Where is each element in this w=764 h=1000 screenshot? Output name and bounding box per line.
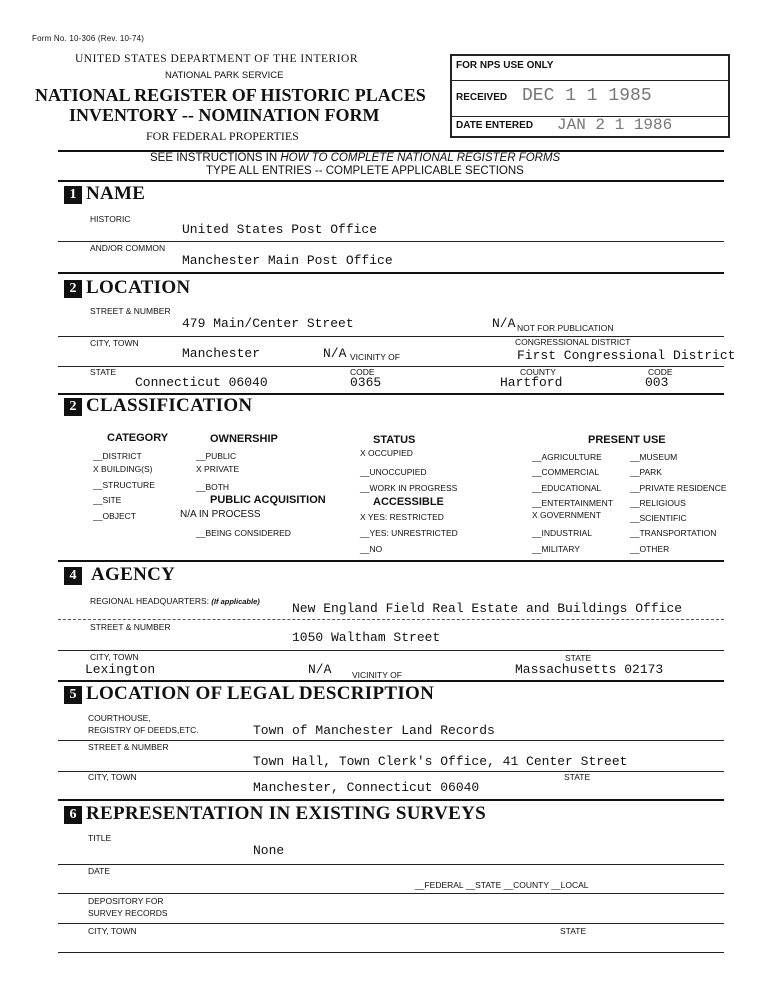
instructions-line-1: SEE INSTRUCTIONS IN HOW TO COMPLETE NATIONAL REGISTER FORMS bbox=[150, 152, 561, 164]
survey-levels: __FEDERAL __STATE __COUNTY __LOCAL bbox=[415, 880, 589, 890]
section-3-number: 2 bbox=[64, 398, 82, 416]
service-heading: NATIONAL PARK SERVICE bbox=[165, 70, 284, 81]
agency-vicinity-value: N/A bbox=[308, 662, 332, 677]
agency-state-label: STATE bbox=[565, 653, 592, 663]
status-occupied: X OCCUPIED bbox=[360, 448, 413, 458]
use-government: X GOVERNMENT bbox=[532, 510, 601, 520]
section-4-number: 4 bbox=[64, 567, 82, 585]
congressional-district-label: CONGRESSIONAL DISTRICT bbox=[515, 337, 631, 347]
form-title-2: INVENTORY -- NOMINATION FORM bbox=[69, 105, 380, 125]
use-private-residence: __PRIVATE RESIDENCE bbox=[630, 483, 727, 493]
nps-use-box bbox=[450, 54, 730, 138]
section-5-number: 5 bbox=[64, 686, 82, 704]
use-religious: __RELIGIOUS bbox=[630, 498, 686, 508]
use-transportation: __TRANSPORTATION bbox=[630, 528, 717, 538]
department-heading: UNITED STATES DEPARTMENT OF THE INTERIOR bbox=[75, 53, 359, 65]
agency-street-label: STREET & NUMBER bbox=[90, 622, 171, 632]
use-industrial: __INDUSTRIAL bbox=[532, 528, 592, 538]
legal-city-label: CITY, TOWN bbox=[88, 772, 137, 782]
courthouse-label-2: REGISTRY OF DEEDS,ETC. bbox=[88, 725, 199, 735]
courthouse-registry: Town of Manchester Land Records bbox=[253, 723, 495, 738]
city-town-label: CITY, TOWN bbox=[90, 338, 139, 348]
common-name-label: AND/OR COMMON bbox=[90, 243, 166, 253]
county-code: 003 bbox=[645, 375, 669, 390]
survey-title-label: TITLE bbox=[88, 833, 112, 843]
use-educational: __EDUCATIONAL bbox=[532, 483, 602, 493]
agency-state: Massachusetts 02173 bbox=[515, 662, 664, 677]
courthouse-label-1: COURTHOUSE, bbox=[88, 713, 151, 723]
public-acquisition-heading: PUBLIC ACQUISITION bbox=[210, 494, 326, 506]
regional-hq-label: REGIONAL HEADQUARTERS: (If applicable) bbox=[90, 596, 260, 606]
acquisition-being-considered: __BEING CONSIDERED bbox=[196, 528, 291, 538]
historic-name: United States Post Office bbox=[182, 222, 378, 237]
use-park: __PARK bbox=[630, 467, 662, 477]
state: Connecticut 06040 bbox=[135, 375, 268, 390]
survey-title: None bbox=[253, 843, 285, 858]
county-label: COUNTY bbox=[520, 367, 556, 377]
not-for-publication-value: N/A bbox=[492, 316, 516, 331]
present-use-heading: PRESENT USE bbox=[588, 434, 666, 446]
form-number: Form No. 10-306 (Rev. 10-74) bbox=[32, 34, 145, 43]
agency-vicinity-label: VICINITY OF bbox=[352, 670, 402, 680]
state-code: 0365 bbox=[350, 375, 382, 390]
accessible-yes-unrestricted: __YES: UNRESTRICTED bbox=[360, 528, 458, 538]
survey-state-label: STATE bbox=[560, 926, 587, 936]
status-work-in-progress: __WORK IN PROGRESS bbox=[360, 483, 458, 493]
form-title-1: NATIONAL REGISTER OF HISTORIC PLACES bbox=[35, 85, 426, 105]
received-stamp: DEC 1 1 1985 bbox=[522, 86, 652, 106]
status-heading: STATUS bbox=[373, 434, 416, 446]
section-4-title: AGENCY bbox=[91, 564, 176, 585]
city-town: Manchester bbox=[182, 346, 261, 361]
category-heading: CATEGORY bbox=[107, 432, 169, 444]
agency-street: 1050 Waltham Street bbox=[292, 630, 441, 645]
use-entertainment: __ENTERTAINMENT bbox=[532, 498, 613, 508]
accessible-yes-restricted: X YES: RESTRICTED bbox=[360, 512, 444, 522]
instructions-line-2: TYPE ALL ENTRIES -- COMPLETE APPLICABLE SECTIONS bbox=[206, 165, 524, 177]
use-scientific: __SCIENTIFIC bbox=[630, 513, 687, 523]
legal-street: Town Hall, Town Clerk's Office, 41 Center Street bbox=[253, 754, 628, 769]
section-1-title: NAME bbox=[86, 183, 146, 204]
agency-city: Lexington bbox=[85, 662, 156, 677]
use-agriculture: __AGRICULTURE bbox=[532, 452, 602, 462]
historic-label: HISTORIC bbox=[90, 214, 131, 224]
survey-city-label: CITY, TOWN bbox=[88, 926, 137, 936]
agency-city-label: CITY, TOWN bbox=[90, 652, 139, 662]
use-commercial: __COMMERCIAL bbox=[532, 467, 600, 477]
ownership-heading: OWNERSHIP bbox=[210, 433, 278, 445]
form-subtitle: FOR FEDERAL PROPERTIES bbox=[146, 129, 299, 143]
nps-box-title: FOR NPS USE ONLY bbox=[456, 60, 554, 71]
date-entered-label: DATE ENTERED bbox=[456, 120, 534, 131]
acquisition-in-process: N/A IN PROCESS bbox=[180, 509, 261, 520]
category-buildings: X BUILDING(S) bbox=[93, 464, 153, 474]
section-2-number: 2 bbox=[64, 280, 82, 298]
state-label: STATE bbox=[90, 367, 117, 377]
category-site: __SITE bbox=[93, 495, 122, 505]
ownership-both: __BOTH bbox=[196, 482, 230, 492]
accessible-heading: ACCESSIBLE bbox=[373, 496, 444, 508]
section-2-title: LOCATION bbox=[86, 277, 191, 298]
legal-city: Manchester, Connecticut 06040 bbox=[253, 780, 480, 795]
use-museum: __MUSEUM bbox=[630, 452, 678, 462]
not-for-publication-label: NOT FOR PUBLICATION bbox=[517, 323, 614, 333]
section-3-title: CLASSIFICATION bbox=[86, 395, 253, 416]
state-code-label: CODE bbox=[350, 367, 375, 377]
vicinity-label: VICINITY OF bbox=[350, 352, 400, 362]
vicinity-value: N/A bbox=[323, 346, 347, 361]
category-structure: __STRUCTURE bbox=[93, 480, 155, 490]
street-number-label: STREET & NUMBER bbox=[90, 306, 171, 316]
depository-label-2: SURVEY RECORDS bbox=[88, 908, 168, 918]
section-6-number: 6 bbox=[64, 806, 82, 824]
category-object: __OBJECT bbox=[93, 511, 136, 521]
ownership-private: X PRIVATE bbox=[196, 464, 240, 474]
legal-state-label: STATE bbox=[564, 772, 591, 782]
section-5-title: LOCATION OF LEGAL DESCRIPTION bbox=[86, 683, 435, 704]
accessible-no: __NO bbox=[360, 544, 383, 554]
street-address: 479 Main/Center Street bbox=[182, 316, 354, 331]
depository-label-1: DEPOSITORY FOR bbox=[88, 896, 164, 906]
regional-headquarters: New England Field Real Estate and Buildings Office bbox=[292, 601, 683, 616]
county: Hartford bbox=[500, 375, 563, 390]
survey-date-label: DATE bbox=[88, 866, 111, 876]
section-1-number: 1 bbox=[64, 186, 82, 204]
legal-street-label: STREET & NUMBER bbox=[88, 742, 169, 752]
ownership-public: __PUBLIC bbox=[196, 451, 237, 461]
use-military: __MILITARY bbox=[532, 544, 580, 554]
section-6-title: REPRESENTATION IN EXISTING SURVEYS bbox=[86, 803, 487, 824]
use-other: __OTHER bbox=[630, 544, 670, 554]
common-name: Manchester Main Post Office bbox=[182, 253, 393, 268]
status-unoccupied: __UNOCCUPIED bbox=[360, 467, 427, 477]
county-code-label: CODE bbox=[648, 367, 673, 377]
date-entered-stamp: JAN 2 1 1986 bbox=[557, 116, 673, 134]
congressional-district: First Congressional District bbox=[517, 348, 736, 363]
category-district: __DISTRICT bbox=[93, 451, 142, 461]
received-label: RECEIVED bbox=[456, 92, 508, 103]
